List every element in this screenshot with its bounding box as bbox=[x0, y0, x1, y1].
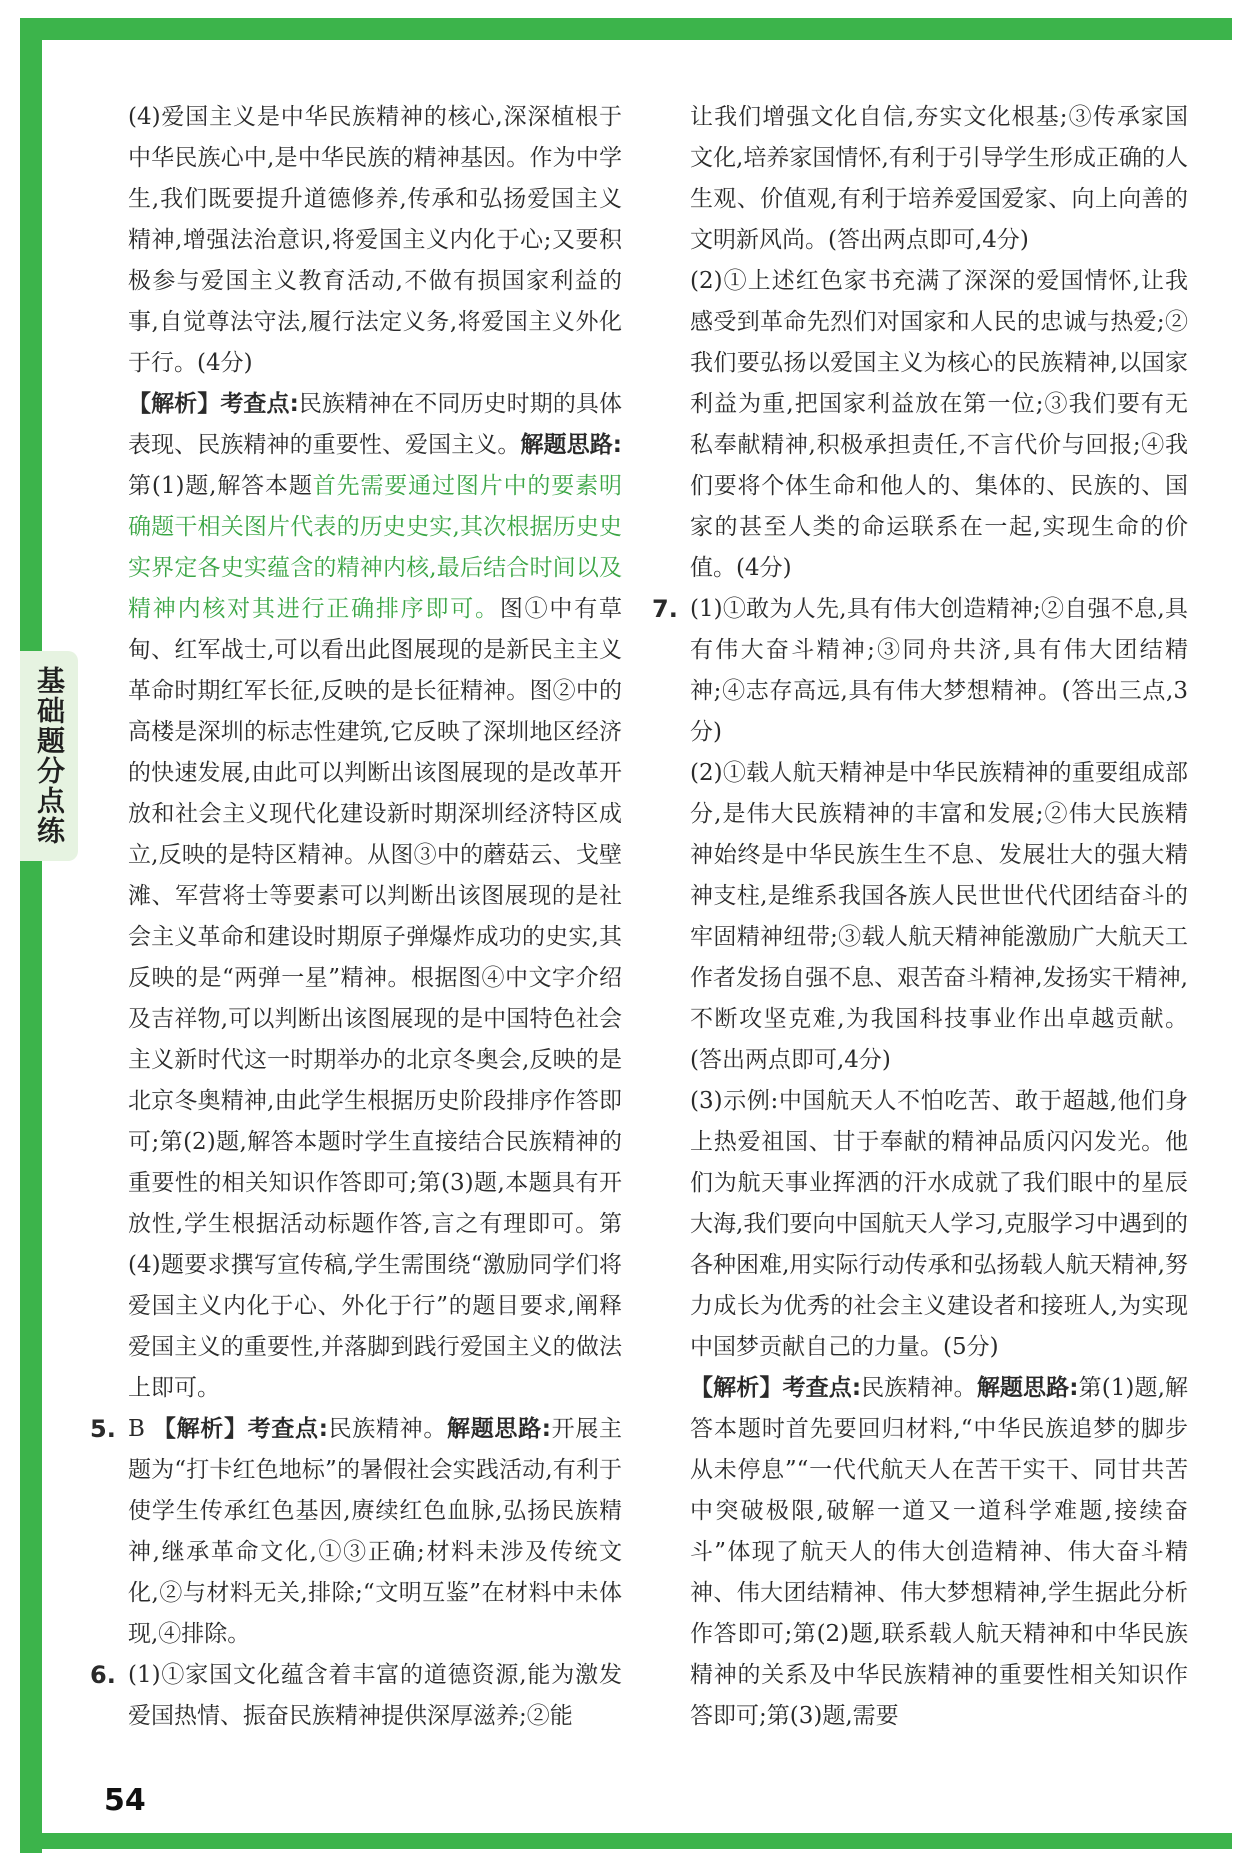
question-5-number: 5. bbox=[90, 1415, 116, 1443]
q6-continued: 让我们增强文化自信,夯实文化根基;③传承家国文化,培养家国情怀,有利于引导学生形成正确的人生观、价值观,有利于培养爱国爱家、向上向善的文明新风尚。(答出两点即可,4分) bbox=[690, 104, 1188, 253]
q7-part-1: (1)①敢为人先,具有伟大创造精神;②自强不息,具有伟大奋斗精神;③同舟共济,具有伟大团结精神;④志存高远,具有伟大梦想精神。(答出三点,3分) bbox=[690, 596, 1188, 745]
q7-solution-label: 解题思路: bbox=[976, 1375, 1079, 1401]
question-6 bbox=[90, 1655, 622, 1737]
q7-part-2: (2)①载人航天精神是中华民族精神的重要组成部分,是伟大民族精神的丰富和发展;②伟大民族精神始终是中华民族生生不息、发展壮大的强大精神支柱,是维系我国各族人民世世代代团结奋斗的牢固精神纽带;③载人航天精神能激励广大航天工作者发扬自强不息、艰苦奋斗精神,发扬实干精神,不断攻坚克难,为我国科技事业作出卓越贡献。(答出两点即可,4分) bbox=[690, 760, 1188, 1073]
analysis-text-a: 第(1)题,解答本题 bbox=[128, 473, 313, 499]
question-6-number: 6. bbox=[90, 1661, 116, 1689]
page-margin-top bbox=[0, 0, 1250, 18]
q7-analysis-label: 【解析】考查点: bbox=[690, 1375, 862, 1401]
analysis-label: 【解析】考查点: bbox=[128, 391, 299, 417]
section-side-tab-label: 基础题分点练 bbox=[33, 666, 66, 846]
q7-analysis bbox=[690, 1368, 1188, 1737]
q5-analysis-label: 【解析】考查点: bbox=[152, 1416, 328, 1442]
green-border-bottom bbox=[20, 1833, 1232, 1849]
analysis-paragraph bbox=[128, 384, 622, 1409]
page-number: 54 bbox=[104, 1783, 146, 1818]
answer-4: (4)爱国主义是中华民族精神的核心,深深植根于中华民族心中,是中华民族的精神基因。作为中学生,我们既要提升道德修养,传承和弘扬爱国主义精神,增强法治意识,将爱国主义内化于心;又要积极参与爱国主义教育活动,不做有损国家利益的事,自觉尊法守法,履行法定义务,将爱国主义外化于行。(4分) bbox=[128, 104, 622, 376]
green-border-top bbox=[20, 18, 1232, 40]
analysis-points: 民族精神在不同历史时期的具体表现、民族精神的重要性、爱国主义。 bbox=[128, 391, 622, 458]
question-5 bbox=[90, 1409, 623, 1655]
q7-analysis-text: 第(1)题,解答本题时首先要回归材料,“中华民族追梦的脚步从未停息”“一代代航天人在苦干实干、同甘共苦中突破极限,破解一道又一道科学难题,接续奋斗”体现了航天人的伟大创造精神、伟大奋斗精神、伟大团结精神、伟大梦想精神,学生据此分析作答即可;第(2)题,联系载人航天精神和中华民族精神的关系及中华民族精神的重要性相关知识作答即可;第(3)题,需要 bbox=[690, 1375, 1189, 1729]
q5-text: 开展主题为“打卡红色地标”的暑假社会实践活动,有利于使学生传承红色基因,赓续红色血脉,弘扬民族精神,继承革命文化,①③正确;材料未涉及传统文化,②与材料无关,排除;“文明互鉴”在材料中未体现,④排除。 bbox=[128, 1416, 623, 1647]
q7-points: 民族精神。 bbox=[861, 1375, 977, 1401]
question-6-text: (1)①家国文化蕴含着丰富的道德资源,能为激发爱国热情、振奋民族精神提供深厚滋养;②能 bbox=[128, 1662, 622, 1729]
q5-solution-label: 解题思路: bbox=[447, 1416, 551, 1442]
solution-label: 解题思路: bbox=[520, 432, 623, 458]
green-border-left bbox=[20, 18, 42, 1853]
analysis-highlight: 首先需要通过图片中的要素明确题干相关图片代表的历史史实,其次根据历史史实界定各史实蕴含的精神内核,最后结合时间以及精神内核对其进行正确排序即可。 bbox=[128, 473, 622, 622]
left-column bbox=[90, 97, 623, 1737]
question-5-answer: B bbox=[128, 1416, 145, 1442]
question-7-number: 7. bbox=[652, 595, 678, 623]
q6-part-2: (2)①上述红色家书充满了深深的爱国情怀,让我感受到革命先烈们对国家和人民的忠诚与热爱;②我们要弘扬以爱国主义为核心的民族精神,以国家利益为重,把国家利益放在第一位;③我们要有无私奉献精神,积极承担责任,不言代价与回报;④我们要将个体生命和他人的、集体的、民族的、国家的甚至人类的命运联系在一起,实现生命的价值。(4分) bbox=[690, 268, 1188, 581]
right-column bbox=[652, 97, 1189, 1737]
question-7 bbox=[652, 589, 1188, 753]
q7-part-3: (3)示例:中国航天人不怕吃苦、敢于超越,他们身上热爱祖国、甘于奉献的精神品质闪闪发光。他们为航天事业挥洒的汗水成就了我们眼中的星辰大海,我们要向中国航天人学习,克服学习中遇到的各种困难,用实际行动传承和弘扬载人航天精神,努力成长为优秀的社会主义建设者和接班人,为实现中国梦贡献自己的力量。(5分) bbox=[690, 1088, 1188, 1360]
analysis-text-b: 图①中有草甸、红军战士,可以看出此图展现的是新民主主义革命时期红军长征,反映的是长征精神。图②中的高楼是深圳的标志性建筑,它反映了深圳地区经济的快速发展,由此可以判断出该图展现的是改革开放和社会主义现代化建设新时期深圳经济特区成立,反映的是特区精神。从图③中的蘑菇云、戈壁滩、军营将士等要素可以判断出该图展现的是社会主义革命和建设时期原子弹爆炸成功的史实,其反映的是“两弹一星”精神。根据图④中文字介绍及吉祥物,可以判断出该图展现的是中国特色社会主义新时代这一时期举办的北京冬奥会,反映的是北京冬奥精神,由此学生根据历史阶段排序作答即可;第(2)题,解答本题时学生直接结合民族精神的重要性的相关知识作答即可;第(3)题,本题具有开放性,学生根据活动标题作答,言之有理即可。第(4)题要求撰写宣传稿,学生需围绕“激励同学们将爱国主义内化于心、外化于行”的题目要求,阐释爱国主义的重要性,并落脚到践行爱国主义的做法上即可。 bbox=[128, 596, 623, 1401]
section-side-tab bbox=[20, 651, 78, 861]
q5-points: 民族精神。 bbox=[327, 1416, 448, 1442]
